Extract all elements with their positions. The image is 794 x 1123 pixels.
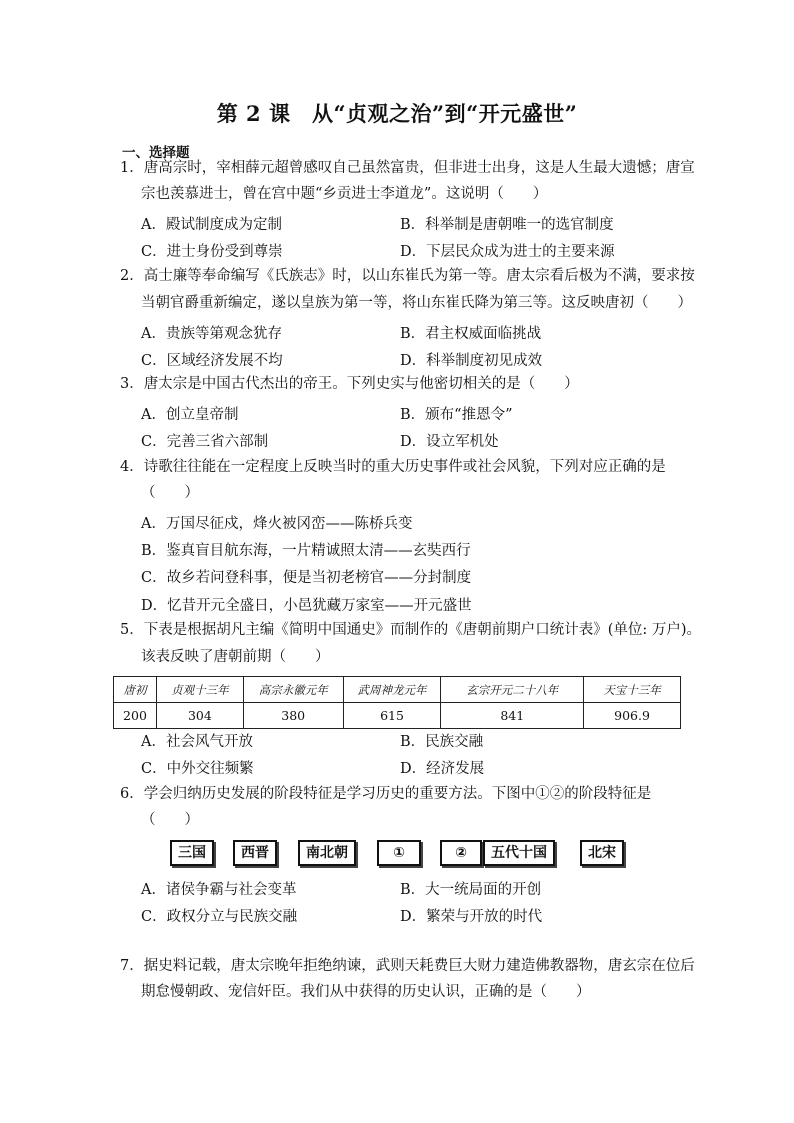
q1-stem-line2: 宗也羡慕进士，曾在宫中题“乡贡进士李道龙”。这说明（ ） <box>141 186 548 202</box>
dynasty-box: 五代十国 <box>483 840 555 866</box>
lesson-title: 第 2 课 从“贞观之治”到“开元盛世” <box>216 101 578 126</box>
q6-option-d: D．繁荣与开放的时代 <box>400 909 543 925</box>
table-row <box>114 703 681 729</box>
table-header-row <box>114 677 681 703</box>
table-header-cell: 玄宗开元二十八年 <box>441 677 584 703</box>
q3-option-c: C．完善三省六部制 <box>141 434 269 450</box>
table-header-cell: 唐初 <box>114 677 157 703</box>
q2-stem-line2: 当朝官爵重新编定，遂以皇族为第一等，将山东崔氏降为第三等。这反映唐初（ ） <box>141 295 692 311</box>
q4-option-d: D．忆昔开元全盛日，小邑犹藏万家室——开元盛世 <box>141 598 472 614</box>
q1-stem-line1: 1．唐高宗时，宰相薛元超曾感叹自己虽然富贵，但非进士出身，这是人生最大遗憾；唐宣 <box>120 160 695 176</box>
table-header-cell: 武周神龙元年 <box>343 677 441 703</box>
dynasty-box: 西晋 <box>233 840 277 866</box>
q2-stem-line1: 2．高士廉等奉命编写《氏族志》时，以山东崔氏为第一等。唐太宗看后极为不满，要求按 <box>120 268 695 284</box>
q4-option-c: C．故乡若问登科事，便是当初老榜官——分封制度 <box>141 570 472 586</box>
q6-option-b: B．大一统局面的开创 <box>400 882 542 898</box>
table-cell: 841 <box>441 703 584 729</box>
q5-option-a: A．社会风气开放 <box>141 734 253 750</box>
q4-stem-line2: （ ） <box>141 485 199 501</box>
table-cell: 304 <box>156 703 243 729</box>
q5-option-c: C．中外交往频繁 <box>141 761 254 777</box>
q4-stem-line1: 4．诗歌往往能在一定程度上反映当时的重大历史事件或社会风貌，下列对应正确的是 <box>120 459 666 475</box>
q2-option-a: A．贵族等第观念犹存 <box>141 326 282 342</box>
q1-option-d: D．下层民众成为进士的主要来源 <box>400 244 615 260</box>
q2-option-d: D．科举制度初见成效 <box>400 353 543 369</box>
q7-stem-line2: 期怠慢朝政、宠信奸臣。我们从中获得的历史认识，正确的是（ ） <box>141 984 591 1000</box>
q6-stem-line1: 6．学会归纳历史发展的阶段特征是学习历史的重要方法。下图中①②的阶段特征是 <box>120 786 652 802</box>
table-cell: 380 <box>243 703 343 729</box>
q3-option-a: A．创立皇帝制 <box>141 407 239 423</box>
q5-option-d: D．经济发展 <box>400 761 485 777</box>
table-header-cell: 天宝十三年 <box>584 677 681 703</box>
q3-option-d: D．设立军机处 <box>400 434 499 450</box>
table-cell: 200 <box>114 703 157 729</box>
dynasty-box: 北宋 <box>580 840 624 866</box>
q5-stem-line2: 该表反映了唐朝前期（ ） <box>141 649 330 665</box>
q5-option-b: B．民族交融 <box>400 734 484 750</box>
q3-option-b: B．颁布“推恩令” <box>400 407 513 423</box>
table-cell: 615 <box>343 703 441 729</box>
q1-option-b: B．科举制是唐朝唯一的选官制度 <box>400 217 614 233</box>
table-header-cell: 贞观十三年 <box>156 677 243 703</box>
q6-option-c: C．政权分立与民族交融 <box>141 909 298 925</box>
q2-option-c: C．区域经济发展不均 <box>141 353 283 369</box>
q3-stem-line1: 3．唐太宗是中国古代杰出的帝王。下列史实与他密切相关的是（ ） <box>120 376 579 392</box>
q7-stem-line1: 7．据史料记载，唐太宗晚年拒绝纳谏，武则天耗费巨大财力建造佛教器物，唐玄宗在位后 <box>120 958 695 974</box>
household-statistics-table <box>113 676 681 729</box>
table-header-cell: 高宗永徽元年 <box>243 677 343 703</box>
section-heading: 一、选择题 <box>122 145 190 161</box>
q1-option-c: C．进士身份受到尊崇 <box>141 244 283 260</box>
q4-option-b: B．鉴真盲目航东海，一片精诚照太清——玄奘西行 <box>141 543 471 559</box>
q1-option-a: A．殿试制度成为定制 <box>141 217 282 233</box>
q2-option-b: B．君主权威面临挑战 <box>400 326 542 342</box>
q5-stem-line1: 5．下表是根据胡凡主编《简明中国通史》而制作的《唐朝前期户口统计表》(单位: 万户)。 <box>120 622 702 638</box>
q6-stem-line2: （ ） <box>141 812 199 828</box>
table-cell: 906.9 <box>584 703 681 729</box>
dynasty-box: 三国 <box>170 840 214 866</box>
dynasty-box: 南北朝 <box>298 840 356 866</box>
q4-option-a: A．万国尽征戍，烽火被冈峦——陈桥兵变 <box>141 516 413 532</box>
dynasty-box-blank-1: ① <box>377 840 421 866</box>
dynasty-box-blank-2: ② <box>440 840 482 866</box>
q6-option-a: A．诸侯争霸与社会变革 <box>141 882 297 898</box>
